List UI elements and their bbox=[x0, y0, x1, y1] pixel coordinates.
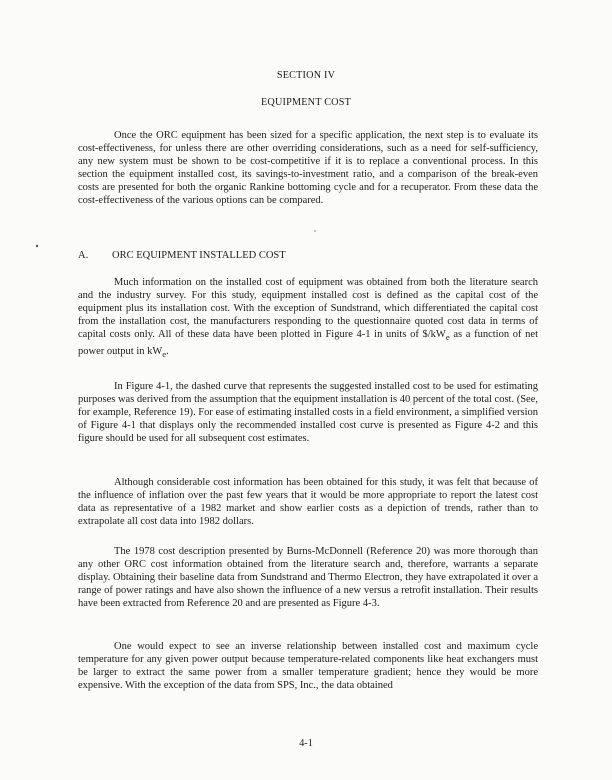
unit-subscript: e bbox=[162, 348, 167, 359]
paragraph-burns-mcdonnell: The 1978 cost description presented by Burns-McDonnell (Reference 20) was more thorough than any other ORC cost information obtained from the literature search and, therefore, warrants a separate display. Obtaining their baseline data from Sundstrand and Thermo Electron, they have extrapolated it over a range of power ratings and have also shown the influence of a new versus a retrofit installation. Their results have been extracted from Reference 20 and are presented as Figure 4-3. bbox=[78, 546, 538, 610]
paragraph-inflation: Although considerable cost information has been obtained for this study, it was felt that because of the influence of inflation over the past few years that it would be more appropriate to report the latest cost data as representative of a 1982 market and show earlier costs as a depiction of trends, rather than to extrapolate all cost data into 1982 dollars. bbox=[78, 477, 538, 528]
paragraph-text-end: . bbox=[166, 345, 169, 357]
scan-speck bbox=[314, 230, 316, 232]
subsection-title: ORC EQUIPMENT INSTALLED COST bbox=[112, 250, 286, 261]
paragraph-installed-cost bbox=[78, 276, 538, 361]
paragraph-text: Much information on the installed cost of equipment was obtained from both the literature search and the industry survey. For this study, equipment installed cost is defined as the capital cost of the equipment plus its installation cost. With the exception of Sundstrand, which differentiated the capital cost from the installation cost, the manufacturers responding to the questionnaire quoted cost data in terms of capital costs only. All of these data have been plotted in Figure 4-1 in units of $/kW bbox=[78, 277, 538, 341]
section-number: SECTION IV bbox=[276, 70, 336, 81]
paragraph-figure-4-1: In Figure 4-1, the dashed curve that represents the suggested installed cost to be used for estimating purposes was derived from the assumption that the equipment installation is 40 percent of the total cost. (See, for example, Reference 19). For ease of estimating installed costs in a field environment, a simplified version of Figure 4-1 that displays only the recommended installed cost curve is presented as Figure 4-2 and this figure should be used for all subsequent cost estimates. bbox=[78, 381, 538, 445]
intro-paragraph: Once the ORC equipment has been sized for a specific application, the next step is to evaluate its cost-effectiveness, for unless there are other overriding considerations, such as a need for self-sufficiency, any new system must be shown to be cost-competitive if it is to replace a conventional process. In this section the equipment installed cost, its savings-to-investment ratio, and a comparison of the break-even costs are presented for both the organic Rankine bottoming cycle and for a recuperator. From these data the cost-effectiveness of the various options can be compared. bbox=[78, 130, 538, 207]
subsection-label: A. bbox=[78, 250, 89, 261]
page-number: 4-1 bbox=[299, 738, 313, 749]
paragraph-text-mid: as a function of net power output in kW bbox=[78, 329, 538, 357]
paragraph-inverse-relationship: One would expect to see an inverse relationship between installed cost and maximum cycle temperature for any given power output because temperature-related components like heat exchangers must be larger to extract the same power from a smaller temperature gradient; hence they would be more expensive. With the exception of the data from SPS, Inc., the data obtained bbox=[78, 641, 538, 692]
unit-subscript: e bbox=[445, 332, 450, 343]
section-title: EQUIPMENT COST bbox=[260, 97, 352, 108]
scan-speck bbox=[36, 245, 38, 247]
